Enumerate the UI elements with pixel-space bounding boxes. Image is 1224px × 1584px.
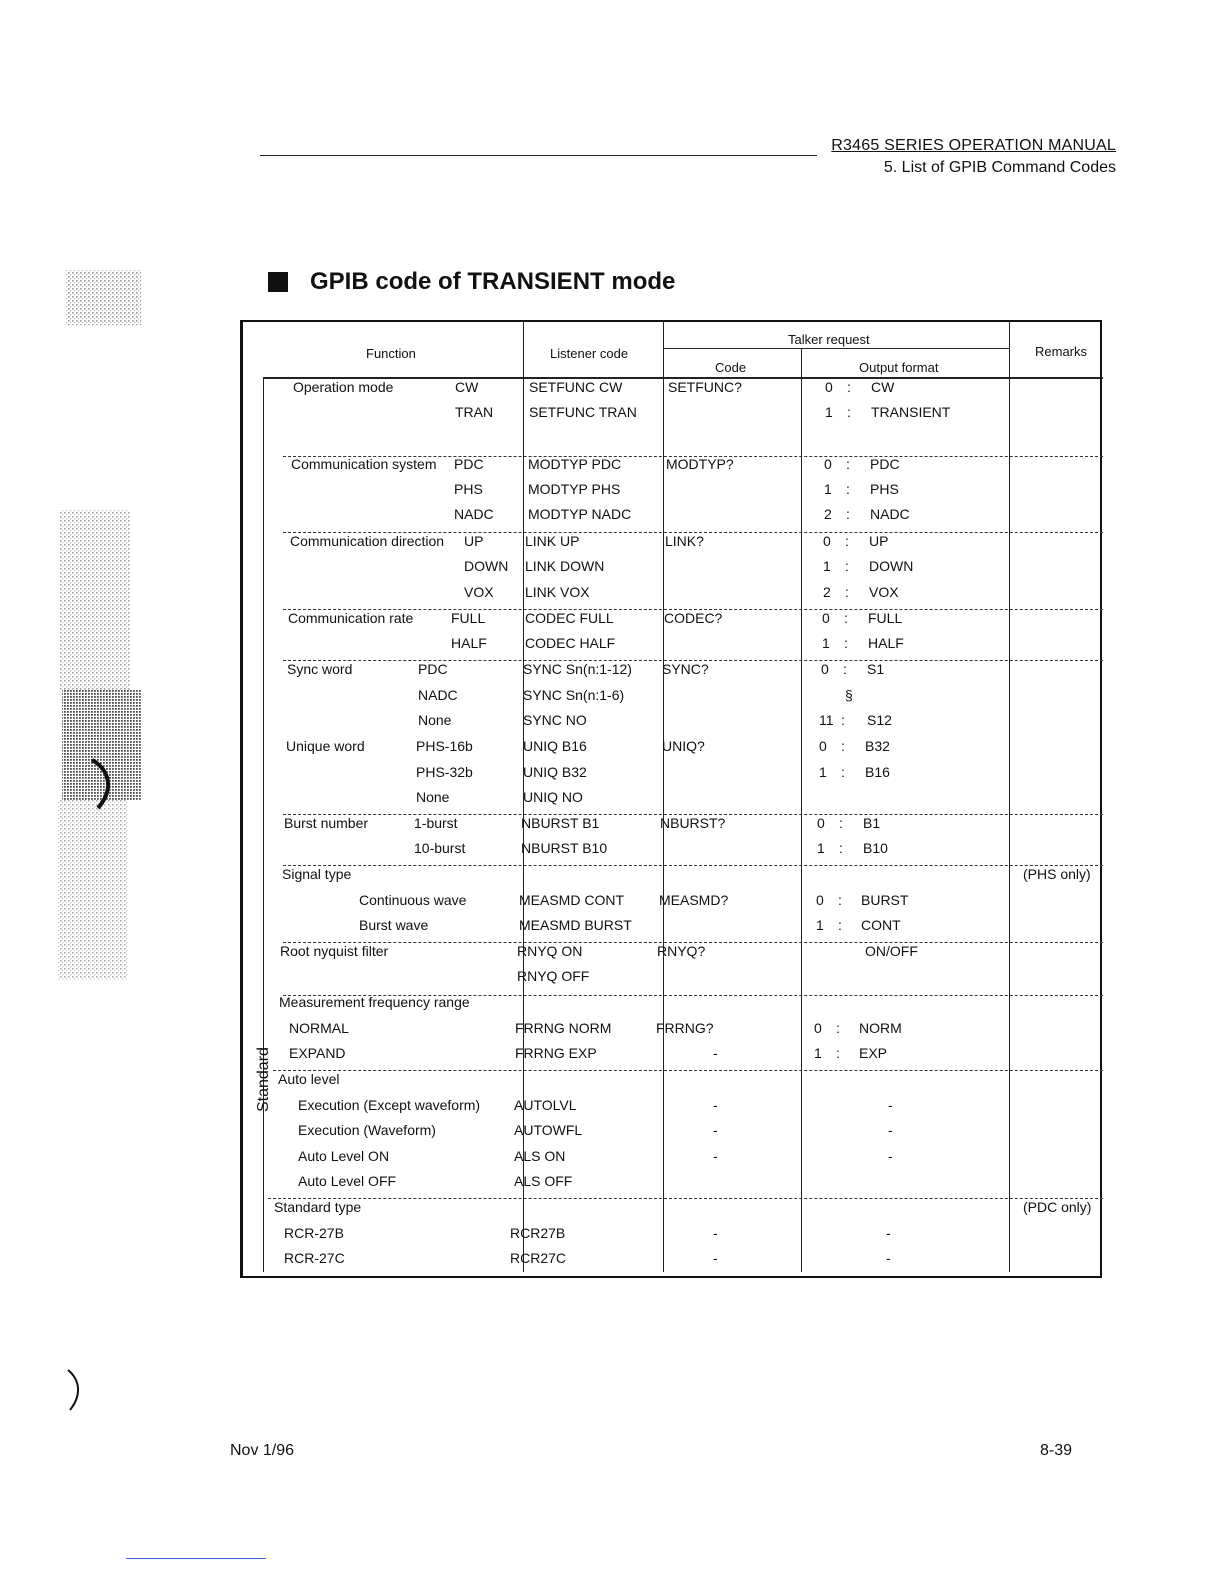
output-number-cell: 1 — [823, 558, 831, 574]
output-format-cell: B32 — [865, 738, 890, 754]
output-format-cell: VOX — [869, 584, 899, 600]
output-colon-cell: : — [836, 1020, 840, 1036]
function-cell: Operation mode — [293, 379, 394, 395]
function-cell: Communication rate — [288, 610, 414, 626]
listener-code-cell: FRRNG EXP — [515, 1045, 597, 1061]
output-format-cell: - — [886, 1225, 891, 1241]
output-format-cell: PDC — [870, 456, 900, 472]
function-option-cell: CW — [455, 379, 479, 395]
output-format-cell: B1 — [863, 815, 881, 831]
output-colon-cell: : — [846, 456, 850, 472]
function-cell: Measurement frequency range — [279, 994, 470, 1010]
output-colon-cell: : — [839, 840, 843, 856]
row-separator — [283, 865, 1103, 866]
function-cell: EXPAND — [289, 1045, 346, 1061]
header-code: Code — [715, 360, 747, 375]
listener-code-cell: NBURST B10 — [521, 840, 608, 856]
talker-code-cell: RNYQ? — [657, 943, 706, 959]
output-colon-cell: : — [844, 610, 848, 626]
function-cell: Auto level — [278, 1071, 340, 1087]
function-option-cell: None — [416, 789, 450, 805]
listener-code-cell: RCR27C — [510, 1250, 567, 1266]
function-option-cell: PHS-16b — [416, 738, 473, 754]
output-colon-cell: : — [838, 917, 842, 933]
function-cell: RCR-27B — [284, 1225, 344, 1241]
function-cell: Auto Level OFF — [298, 1173, 397, 1189]
output-colon-cell: : — [844, 635, 848, 651]
function-cell: Auto Level ON — [298, 1148, 390, 1164]
listener-code-cell: MEASMD CONT — [519, 892, 624, 908]
output-number-cell: 11 — [819, 712, 834, 728]
talker-code-cell: - — [713, 1097, 718, 1113]
listener-code-cell: AUTOLVL — [514, 1097, 577, 1113]
talker-code-cell: FRRNG? — [656, 1020, 714, 1036]
function-cell: Signal type — [282, 866, 352, 882]
talker-code-cell: - — [713, 1045, 718, 1061]
output-colon-cell: : — [838, 892, 842, 908]
header-subline — [663, 348, 1009, 349]
listener-code-cell: LINK VOX — [525, 584, 590, 600]
output-format-cell: EXP — [859, 1045, 888, 1061]
output-number-cell: 0 — [814, 1020, 822, 1036]
output-format-cell: DOWN — [869, 558, 914, 574]
talker-code-cell: UNIQ? — [662, 738, 705, 754]
function-option-cell: UP — [464, 533, 484, 549]
function-cell: Sync word — [287, 661, 353, 677]
listener-code-cell: CODEC HALF — [525, 635, 616, 651]
function-option-cell: VOX — [464, 584, 494, 600]
function-option-cell: None — [418, 712, 452, 728]
output-number-cell: 1 — [824, 481, 832, 497]
listener-code-cell: SYNC NO — [523, 712, 587, 728]
output-format-cell: NORM — [859, 1020, 902, 1036]
function-option-cell: NADC — [418, 687, 458, 703]
function-option-cell: 1-burst — [414, 815, 458, 831]
listener-code-cell: AUTOWFL — [514, 1122, 583, 1138]
output-number-cell: 0 — [819, 738, 827, 754]
side-label-standard: Standard — [255, 1047, 272, 1112]
function-cell: Communication system — [291, 456, 437, 472]
listener-code-cell: LINK UP — [525, 533, 580, 549]
function-option-cell: DOWN — [464, 558, 509, 574]
talker-code-cell: MEASMD? — [659, 892, 729, 908]
talker-code-cell: LINK? — [665, 533, 704, 549]
page-title — [268, 268, 675, 296]
listener-code-cell: UNIQ B16 — [523, 738, 587, 754]
listener-code-cell: SETFUNC CW — [529, 379, 623, 395]
listener-code-cell: ALS OFF — [514, 1173, 573, 1189]
output-format-cell: UP — [869, 533, 889, 549]
output-number-cell: 0 — [824, 456, 832, 472]
footer-date: Nov 1/96 — [230, 1442, 295, 1459]
output-colon-cell: : — [846, 506, 850, 522]
output-colon-cell: : — [836, 1045, 840, 1061]
output-format-cell: § — [845, 687, 853, 703]
function-option-cell: Burst wave — [359, 917, 429, 933]
header-talker: Talker request — [788, 332, 870, 347]
listener-code-cell: NBURST B1 — [521, 815, 600, 831]
output-colon-cell: : — [843, 661, 847, 677]
talker-code-cell: - — [713, 1225, 718, 1241]
page-title-text: GPIB code of TRANSIENT mode — [310, 268, 676, 295]
function-option-cell: FULL — [451, 610, 486, 626]
gpib-code-table — [240, 320, 1102, 1278]
footer-page-number: 8-39 — [1040, 1442, 1073, 1459]
output-format-cell: NADC — [870, 506, 910, 522]
talker-code-cell: SYNC? — [662, 661, 709, 677]
function-option-cell: 10-burst — [414, 840, 466, 856]
function-option-cell: PHS — [454, 481, 483, 497]
header-function: Function — [366, 346, 416, 361]
listener-code-cell: RCR27B — [510, 1225, 566, 1241]
function-cell: Standard type — [274, 1199, 362, 1215]
output-format-cell: B16 — [865, 764, 890, 780]
output-format-cell: - — [886, 1250, 891, 1266]
function-option-cell: HALF — [451, 635, 487, 651]
listener-code-cell: RNYQ ON — [517, 943, 583, 959]
function-option-cell: PDC — [454, 456, 484, 472]
col-divider — [801, 348, 802, 1272]
output-format-cell: ON/OFF — [865, 943, 918, 959]
output-number-cell: 2 — [823, 584, 831, 600]
listener-code-cell: SYNC Sn(n:1-6) — [523, 687, 625, 703]
function-cell: RCR-27C — [284, 1250, 345, 1266]
side-divider — [263, 378, 264, 1272]
function-cell: NORMAL — [289, 1020, 349, 1036]
output-number-cell: 2 — [824, 506, 832, 522]
output-number-cell: 0 — [821, 661, 829, 677]
listener-code-cell: CODEC FULL — [525, 610, 614, 626]
function-option-cell: Continuous wave — [359, 892, 467, 908]
listener-code-cell: RNYQ OFF — [517, 968, 590, 984]
listener-code-cell: ALS ON — [514, 1148, 566, 1164]
talker-code-cell: NBURST? — [660, 815, 726, 831]
function-cell: Burst number — [284, 815, 369, 831]
manual-title: R3465 SERIES OPERATION MANUAL — [831, 137, 1116, 154]
listener-code-cell: MODTYP NADC — [528, 506, 632, 522]
output-colon-cell: : — [841, 764, 845, 780]
output-number-cell: 0 — [825, 379, 833, 395]
col-divider — [663, 322, 664, 1272]
output-colon-cell: : — [847, 379, 851, 395]
talker-code-cell: - — [713, 1122, 718, 1138]
output-colon-cell: : — [841, 712, 845, 728]
output-number-cell: 0 — [822, 610, 830, 626]
section-title: 5. List of GPIB Command Codes — [883, 159, 1116, 176]
function-cell: Communication direction — [290, 533, 445, 549]
output-format-cell: HALF — [868, 635, 904, 651]
output-format-cell: BURST — [861, 892, 909, 908]
output-number-cell: 0 — [817, 815, 825, 831]
output-format-cell: CONT — [861, 917, 901, 933]
scan-artifact — [40, 0, 160, 1420]
output-colon-cell: : — [839, 815, 843, 831]
output-colon-cell: : — [845, 533, 849, 549]
col-divider — [1009, 322, 1010, 1272]
output-number-cell: 1 — [816, 917, 824, 933]
header-remarks: Remarks — [1035, 344, 1088, 359]
listener-code-cell: MODTYP PDC — [528, 456, 622, 472]
output-format-cell: - — [888, 1122, 893, 1138]
talker-code-cell: MODTYP? — [666, 456, 734, 472]
output-number-cell: 1 — [819, 764, 827, 780]
remarks-cell: (PDC only) — [1023, 1199, 1092, 1215]
listener-code-cell: UNIQ B32 — [523, 764, 587, 780]
listener-code-cell: MODTYP PHS — [528, 481, 621, 497]
talker-code-cell: - — [713, 1148, 718, 1164]
output-format-cell: S1 — [867, 661, 885, 677]
listener-code-cell: UNIQ NO — [523, 789, 583, 805]
function-option-cell: PDC — [418, 661, 448, 677]
output-number-cell: 1 — [825, 404, 833, 420]
row-separator — [268, 1198, 1103, 1199]
function-option-cell: TRAN — [455, 404, 494, 420]
remarks-cell: (PHS only) — [1023, 866, 1091, 882]
listener-code-cell: LINK DOWN — [525, 558, 605, 574]
listener-code-cell: SETFUNC TRAN — [529, 404, 637, 420]
output-format-cell: B10 — [863, 840, 888, 856]
output-colon-cell: : — [846, 481, 850, 497]
bullet-square-icon — [268, 272, 288, 292]
function-cell: Execution (Waveform) — [298, 1122, 436, 1138]
output-format-cell: PHS — [870, 481, 899, 497]
function-option-cell: PHS-32b — [416, 764, 473, 780]
listener-code-cell: FRRNG NORM — [515, 1020, 612, 1036]
header-output: Output format — [859, 360, 939, 375]
talker-code-cell: - — [713, 1250, 718, 1266]
scan-edge-line — [126, 1558, 266, 1559]
output-number-cell: 1 — [817, 840, 825, 856]
listener-code-cell: MEASMD BURST — [519, 917, 632, 933]
output-number-cell: 0 — [823, 533, 831, 549]
output-format-cell: CW — [871, 379, 895, 395]
output-format-cell: FULL — [868, 610, 903, 626]
output-format-cell: - — [888, 1097, 893, 1113]
header-listener: Listener code — [550, 346, 629, 361]
talker-code-cell: CODEC? — [664, 610, 723, 626]
output-colon-cell: : — [847, 404, 851, 420]
row-separator — [273, 1070, 1103, 1071]
header-rule — [260, 155, 817, 156]
output-colon-cell: : — [841, 738, 845, 754]
output-colon-cell: : — [845, 584, 849, 600]
output-number-cell: 1 — [822, 635, 830, 651]
output-format-cell: - — [888, 1148, 893, 1164]
output-colon-cell: : — [845, 558, 849, 574]
function-option-cell: NADC — [454, 506, 494, 522]
output-number-cell: 0 — [816, 892, 824, 908]
function-cell: Execution (Except waveform) — [298, 1097, 481, 1113]
listener-code-cell: SYNC Sn(n:1-12) — [523, 661, 632, 677]
output-number-cell: 1 — [814, 1045, 822, 1061]
function-cell: Root nyquist filter — [280, 943, 389, 959]
function-cell: Unique word — [286, 738, 365, 754]
talker-code-cell: SETFUNC? — [668, 379, 742, 395]
output-format-cell: TRANSIENT — [871, 404, 951, 420]
output-format-cell: S12 — [867, 712, 892, 728]
